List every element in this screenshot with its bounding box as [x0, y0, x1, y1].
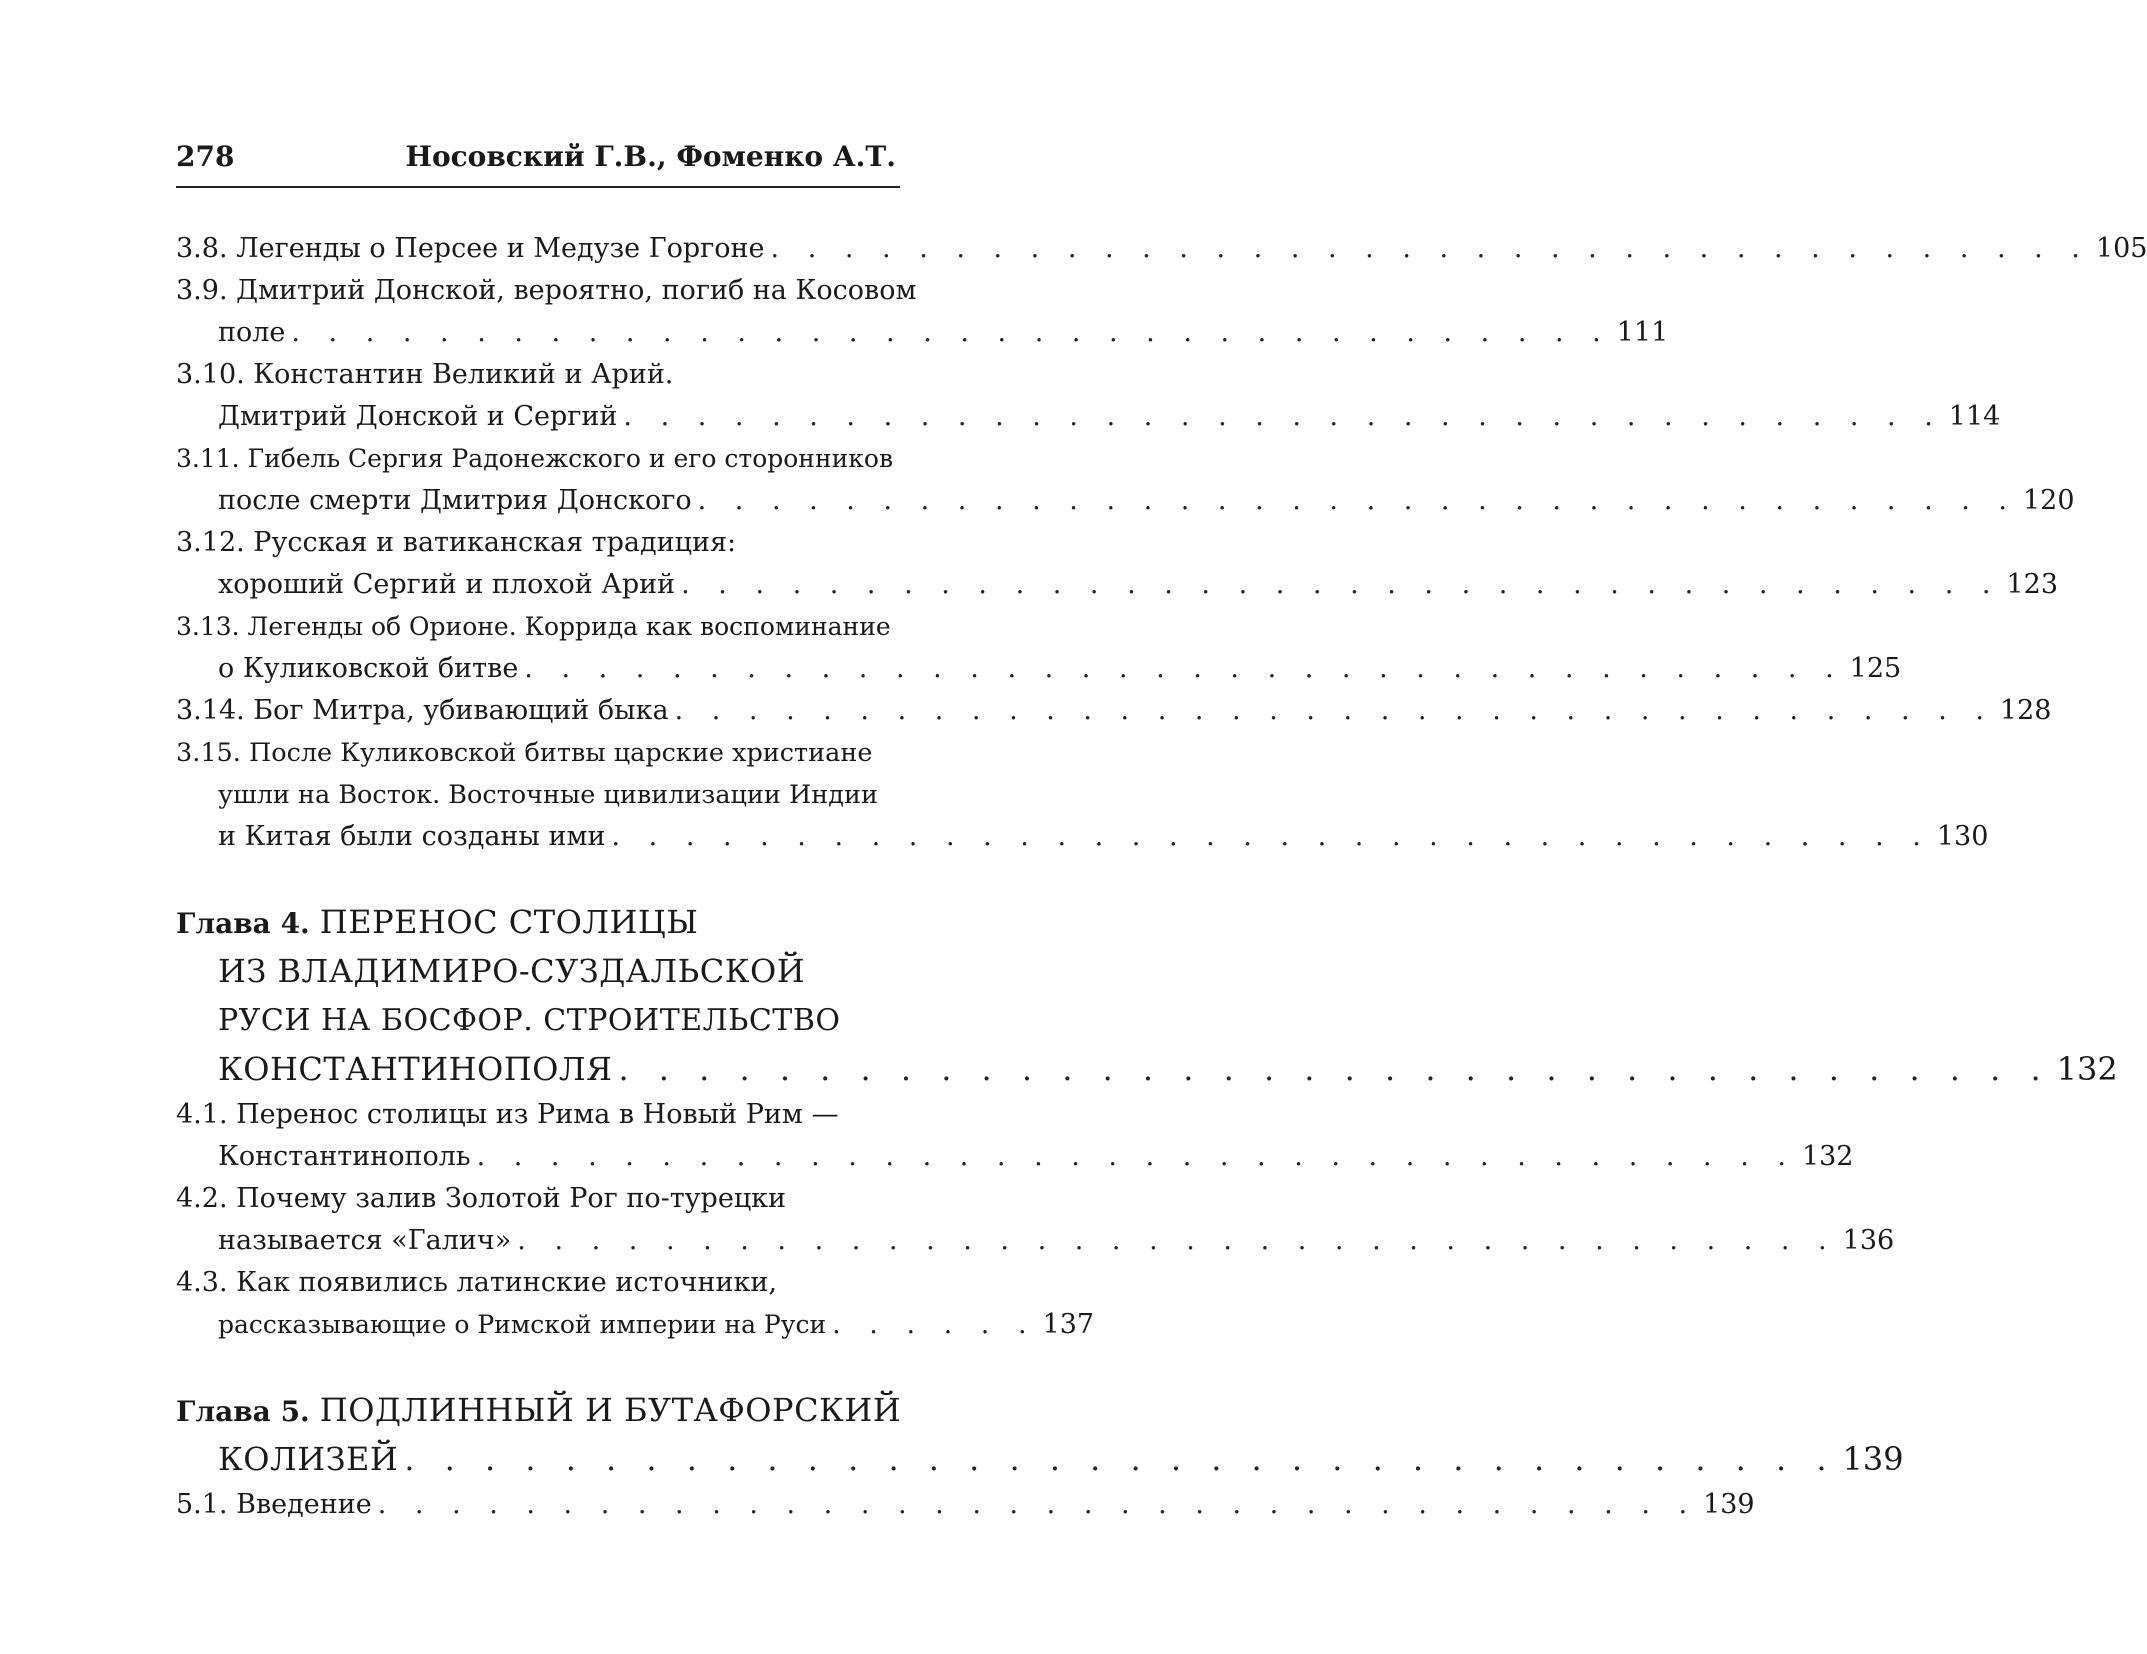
toc-entry-3-12	[176, 522, 2059, 606]
toc-entry-3-15	[176, 732, 1989, 858]
dot-leader: . . . . . .	[832, 1309, 1037, 1340]
chapter-title: КОЛИЗЕЙ	[218, 1440, 399, 1478]
toc-entry-text: ушли на Восток. Восточные цивилизации Индии	[218, 780, 878, 810]
dot-leader: . . . . . . . . . . . . . . . . . . . . . . . . . . . . . . . . . . . .	[623, 401, 1943, 432]
toc-entry-text: хороший Сергий и плохой Арий	[218, 569, 676, 600]
dot-leader: . . . . . . . . . . . . . . . . . . . . . . . . . . . . . . . . . . . .	[476, 1141, 1796, 1172]
toc-entry-text: 3.10. Константин Великий и Арий.	[176, 359, 674, 390]
toc-entry-text: 4.2. Почему залив Золотой Рог по-турецки	[176, 1183, 787, 1214]
toc-entry-4-3	[176, 1262, 1095, 1346]
toc-entry-4-1	[176, 1094, 1854, 1178]
toc-page-number: 132	[1801, 1141, 1854, 1172]
dot-leader: . . . . . . . . . . . . . . . . . . . . . . . . . . . . . . . . . . . .	[517, 1225, 1837, 1256]
toc-page-number: 130	[1936, 821, 1989, 852]
chapter-title: ПОДЛИННЫЙ И БУТАФОРСКИЙ	[319, 1391, 902, 1429]
dot-leader: . . . . . . . . . . . . . . . . . . . . . . . . . . . . . . . . . . . .	[377, 1489, 1698, 1520]
toc-entry-4-2	[176, 1178, 1895, 1262]
toc-entry-text: 3.14. Бог Митра, убивающий быка	[176, 695, 669, 726]
dot-leader: . . . . . . . . . . . . . . . . . . . . . . . . . . . . . . . . . . . .	[770, 233, 2090, 264]
toc-page-number: 123	[2006, 569, 2059, 600]
toc-page-number: 139	[1703, 1489, 1755, 1520]
toc-page-number: 137	[1042, 1309, 1095, 1340]
dot-leader: . . . . . . . . . . . . . . . . . . . . . . . . . . . . . . . . . . . .	[674, 695, 1994, 726]
toc-page-number: 139	[1842, 1440, 1904, 1478]
toc-entry-5-1	[176, 1484, 1755, 1526]
toc-entry-3-11	[176, 438, 2075, 522]
dot-leader: . . . . . . . . . . . . . . . . . . . . . . . . . . . . . . . . . . . .	[697, 485, 2017, 516]
toc-entry-text: Дмитрий Донской и Сергий	[218, 401, 618, 432]
chapter-label: Глава 5.	[176, 1395, 310, 1428]
toc-page-number: 125	[1849, 653, 1902, 684]
chapter-title: РУСИ НА БОСФОР. СТРОИТЕЛЬСТВО	[218, 1003, 841, 1038]
toc-entry-text: рассказывающие о Римской империи на Руси	[218, 1310, 827, 1339]
chapter-title: КОНСТАНТИНОПОЛЯ	[218, 1050, 613, 1088]
toc-page-number: 132	[2056, 1050, 2118, 1088]
chapter-title: ПЕРЕНОС СТОЛИЦЫ	[319, 903, 699, 941]
toc-page-number: 136	[1842, 1225, 1895, 1256]
dot-leader: . . . . . . . . . . . . . . . . . . . . . . . . . . . . . . . . . . . .	[681, 569, 2001, 600]
toc-entry-text: 3.8. Легенды о Персее и Медузе Горгоне	[176, 233, 765, 264]
table-of-contents	[176, 228, 2147, 1526]
toc-page-number: 114	[1948, 401, 2001, 432]
toc-entry-text: 3.15. После Куликовской битвы царские христиане	[176, 738, 873, 768]
chapter-label: Глава 4.	[176, 907, 310, 940]
toc-entry-3-9	[176, 270, 1669, 354]
toc-entry-text: 3.12. Русская и ватиканская традиция:	[176, 527, 737, 558]
dot-leader: . . . . . . . . . . . . . . . . . . . . . . . . . . . . . . . . . . . .	[611, 821, 1931, 852]
toc-entry-text: о Куликовской битве	[218, 653, 519, 684]
toc-entry-text: 4.1. Перенос столицы из Рима в Новый Рим —	[176, 1099, 839, 1130]
dot-leader: . . . . . . . . . . . . . . . . . . . . . . . . . . . . . . . . . . . .	[524, 653, 1844, 684]
toc-entry-text: поле	[218, 317, 286, 348]
toc-entry-text: 5.1. Введение	[176, 1489, 372, 1520]
toc-page-number: 128	[1999, 695, 2052, 726]
chapter-4-heading	[176, 898, 2118, 1094]
toc-entry-text: называется «Галич»	[218, 1225, 512, 1256]
toc-page-number: 111	[1616, 317, 1669, 348]
chapter-title: ИЗ ВЛАДИМИРО-СУЗДАЛЬСКОЙ	[218, 952, 806, 990]
toc-entry-text: 4.3. Как появились латинские источники,	[176, 1267, 777, 1298]
toc-entry-text: Константинополь	[218, 1141, 471, 1172]
toc-entry-3-10	[176, 354, 2001, 438]
toc-page-number: 120	[2022, 485, 2075, 516]
toc-entry-text: и Китая были созданы ими	[218, 821, 606, 852]
toc-page-number: 105	[2095, 233, 2147, 264]
toc-entry-text: 3.11. Гибель Сергия Радонежского и его сторонников	[176, 444, 894, 473]
toc-entry-text: после смерти Дмитрия Донского	[218, 485, 692, 516]
toc-entry-text: 3.13. Легенды об Орионе. Коррида как воспоминание	[176, 612, 891, 641]
chapter-5-heading	[176, 1386, 1904, 1484]
dot-leader: . . . . . . . . . . . . . . . . . . . . . . . . . . . . . . . . . . . .	[618, 1050, 2051, 1088]
toc-entry-3-13	[176, 606, 1902, 690]
dot-leader: . . . . . . . . . . . . . . . . . . . . . . . . . . . . . . . . . . . .	[291, 317, 1611, 348]
running-title: Носовский Г.В., Фоменко А.Т.	[405, 140, 896, 173]
toc-entry-3-14	[176, 690, 2052, 732]
toc-entry-3-8	[176, 228, 2147, 270]
dot-leader: . . . . . . . . . . . . . . . . . . . . . . . . . . . . . . . . . . . .	[404, 1440, 1837, 1478]
toc-entry-text: 3.9. Дмитрий Донской, вероятно, погиб на Косовом	[176, 275, 917, 306]
page-number: 278	[176, 140, 235, 173]
page-header	[176, 136, 900, 188]
